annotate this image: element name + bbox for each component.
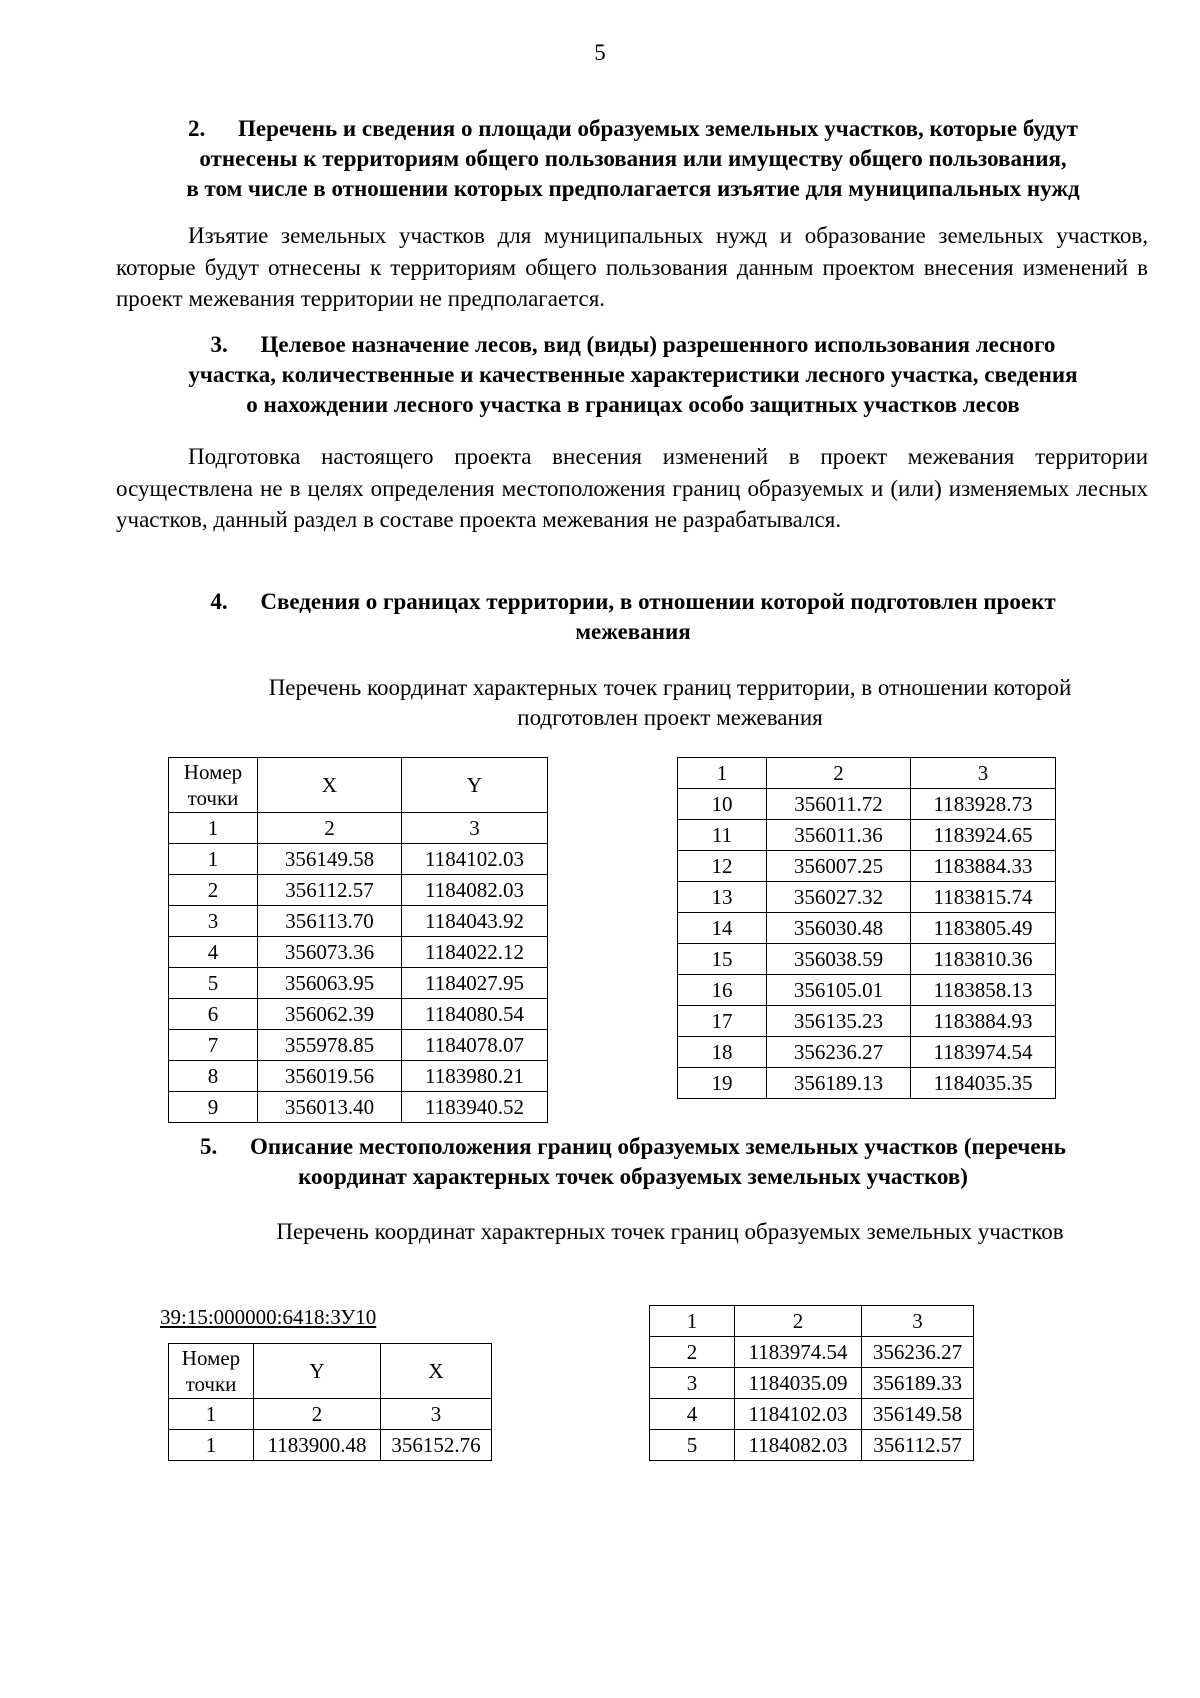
cell: 15 — [678, 944, 767, 975]
table-row — [169, 937, 548, 968]
table-row — [169, 1092, 548, 1123]
cell: 5 — [650, 1430, 735, 1461]
cell: 356013.40 — [258, 1092, 402, 1123]
cell: 356149.58 — [862, 1399, 974, 1430]
cell: 1183884.33 — [911, 851, 1056, 882]
cell: 1184035.09 — [735, 1368, 862, 1399]
header-point-number: Номер точки — [169, 758, 258, 813]
section-4-title-line: Сведения о границах территории, в отношении которой подготовлен проект — [260, 589, 1056, 614]
territory-coordinates-table-right — [677, 757, 1056, 1099]
cell: 1183924.65 — [911, 820, 1056, 851]
table-row — [169, 844, 548, 875]
col-number: 3 — [862, 1306, 974, 1337]
column-number-row — [678, 758, 1056, 789]
section-3-title-line: о нахождении лесного участка в границах особо защитных участков лесов — [246, 392, 1020, 417]
section-4-number: 4. — [210, 589, 228, 614]
section-2-title-line: отнесены к территориям общего пользования или имуществу общего пользования, — [199, 146, 1067, 171]
table-row — [169, 875, 548, 906]
cell: 1183884.93 — [911, 1006, 1056, 1037]
cell: 1183805.49 — [911, 913, 1056, 944]
section-5-number: 5. — [200, 1134, 218, 1159]
col-number: 1 — [650, 1306, 735, 1337]
cell: 1183900.48 — [254, 1430, 381, 1461]
cell: 356027.32 — [767, 882, 911, 913]
col-number: 3 — [911, 758, 1056, 789]
section-4-title-line: межевания — [575, 619, 691, 644]
cell: 356135.23 — [767, 1006, 911, 1037]
cell: 17 — [678, 1006, 767, 1037]
cell: 10 — [678, 789, 767, 820]
cell: 356112.57 — [258, 875, 402, 906]
cell: 14 — [678, 913, 767, 944]
caption-line: Перечень координат характерных точек границ территории, в отношении которой — [268, 675, 1072, 700]
header-x: X — [381, 1344, 492, 1399]
cell: 356236.27 — [862, 1337, 974, 1368]
section-4-caption — [190, 673, 1150, 733]
cell: 18 — [678, 1037, 767, 1068]
parcel-coordinates-table-left — [168, 1343, 492, 1461]
section-5-caption: Перечень координат характерных точек границ образуемых земельных участков — [276, 1219, 1064, 1244]
table-row — [678, 913, 1056, 944]
cell: 7 — [169, 1030, 258, 1061]
cell: 356113.70 — [258, 906, 402, 937]
header-x: X — [258, 758, 402, 813]
cell: 1184043.92 — [402, 906, 548, 937]
cell: 11 — [678, 820, 767, 851]
cell: 4 — [650, 1399, 735, 1430]
table-row — [650, 1337, 974, 1368]
cell: 1183858.13 — [911, 975, 1056, 1006]
table-row — [678, 944, 1056, 975]
table-header-row — [169, 1344, 492, 1399]
cell: 6 — [169, 999, 258, 1030]
cell: 1183980.21 — [402, 1061, 548, 1092]
col-number: 3 — [381, 1399, 492, 1430]
cell: 1184102.03 — [402, 844, 548, 875]
section-5-title-line: координат характерных точек образуемых земельных участков) — [298, 1164, 968, 1189]
cell: 1183928.73 — [911, 789, 1056, 820]
section-3-heading — [118, 330, 1148, 420]
section-5-title-line: Описание местоположения границ образуемых земельных участков (перечень — [250, 1134, 1066, 1159]
table-row — [650, 1399, 974, 1430]
cell: 1183974.54 — [735, 1337, 862, 1368]
table-row — [678, 789, 1056, 820]
cell: 355978.85 — [258, 1030, 402, 1061]
cell: 356011.36 — [767, 820, 911, 851]
column-number-row — [169, 813, 548, 844]
header-y: Y — [402, 758, 548, 813]
cell: 1 — [169, 1430, 254, 1461]
col-number: 2 — [258, 813, 402, 844]
table-row — [678, 882, 1056, 913]
table-row — [169, 1430, 492, 1461]
section-3-title-line: Целевое назначение лесов, вид (виды) разрешенного использования лесного — [260, 332, 1056, 357]
section-5-heading — [118, 1132, 1148, 1192]
cell: 2 — [169, 875, 258, 906]
col-number: 1 — [678, 758, 767, 789]
cell: 9 — [169, 1092, 258, 1123]
cell: 1183810.36 — [911, 944, 1056, 975]
cell: 356236.27 — [767, 1037, 911, 1068]
cell: 356152.76 — [381, 1430, 492, 1461]
cell: 356189.13 — [767, 1068, 911, 1099]
cell: 1183940.52 — [402, 1092, 548, 1123]
cell: 356063.95 — [258, 968, 402, 999]
section-3-number: 3. — [210, 332, 228, 357]
header-point-number: Номер точки — [169, 1344, 254, 1399]
section-2-body: Изъятие земельных участков для муниципальных нужд и образование земельных участков, которые будут отнесены к территориям общего пользования данным проектом внесения изменений в проект межевания территории не предполагается. — [116, 223, 1148, 311]
cell: 356007.25 — [767, 851, 911, 882]
table-row — [678, 1037, 1056, 1068]
section-3-body: Подготовка настоящего проекта внесения изменений в проект межевания территории осуществлена не в целях определения местоположения границ образуемых и (или) изменяемых лесных участков, данный раздел в составе проекта межевания не разрабатывался. — [116, 444, 1148, 532]
table-row — [678, 820, 1056, 851]
section-2-heading — [118, 114, 1148, 204]
table-header-row — [169, 758, 548, 813]
territory-coordinates-table-left — [168, 757, 548, 1123]
page-number: 5 — [594, 40, 606, 65]
parcel-cadastral-label: 39:15:000000:6418:ЗУ10 — [160, 1305, 377, 1329]
cell: 356189.33 — [862, 1368, 974, 1399]
table-row — [678, 1068, 1056, 1099]
table-row — [678, 975, 1056, 1006]
section-2-number: 2. — [188, 116, 206, 141]
section-3-title-line: участка, количественные и качественные характеристики лесного участка, сведения — [188, 362, 1078, 387]
column-number-row — [650, 1306, 974, 1337]
cell: 1184027.95 — [402, 968, 548, 999]
section-2-title-line: в том числе в отношении которых предполагается изъятие для муниципальных нужд — [186, 176, 1080, 201]
table-row — [678, 1006, 1056, 1037]
section-4-heading — [118, 587, 1148, 647]
cell: 1 — [169, 844, 258, 875]
col-number: 2 — [735, 1306, 862, 1337]
cell: 19 — [678, 1068, 767, 1099]
col-number: 1 — [169, 1399, 254, 1430]
cell: 356030.48 — [767, 913, 911, 944]
cell: 16 — [678, 975, 767, 1006]
cell: 1184035.35 — [911, 1068, 1056, 1099]
cell: 1183974.54 — [911, 1037, 1056, 1068]
cell: 3 — [650, 1368, 735, 1399]
cell: 13 — [678, 882, 767, 913]
table-row — [650, 1430, 974, 1461]
cell: 12 — [678, 851, 767, 882]
table-row — [169, 1030, 548, 1061]
cell: 356105.01 — [767, 975, 911, 1006]
table-row — [650, 1368, 974, 1399]
table-row — [169, 1061, 548, 1092]
cell: 356019.56 — [258, 1061, 402, 1092]
cell: 3 — [169, 906, 258, 937]
table-row — [169, 999, 548, 1030]
cell: 2 — [650, 1337, 735, 1368]
col-number: 2 — [767, 758, 911, 789]
cell: 356112.57 — [862, 1430, 974, 1461]
cell: 356038.59 — [767, 944, 911, 975]
cell: 1184102.03 — [735, 1399, 862, 1430]
cell: 1184082.03 — [402, 875, 548, 906]
cell: 1184082.03 — [735, 1430, 862, 1461]
cell: 356062.39 — [258, 999, 402, 1030]
caption-line: подготовлен проект межевания — [517, 705, 823, 730]
cell: 4 — [169, 937, 258, 968]
cell: 1184022.12 — [402, 937, 548, 968]
table-row — [169, 906, 548, 937]
table-row — [678, 851, 1056, 882]
cell: 8 — [169, 1061, 258, 1092]
header-y: Y — [254, 1344, 381, 1399]
cell: 356073.36 — [258, 937, 402, 968]
col-number: 1 — [169, 813, 258, 844]
cell: 356011.72 — [767, 789, 911, 820]
table-row — [169, 968, 548, 999]
parcel-coordinates-table-right — [649, 1305, 974, 1461]
cell: 1184078.07 — [402, 1030, 548, 1061]
col-number: 2 — [254, 1399, 381, 1430]
cell: 5 — [169, 968, 258, 999]
column-number-row — [169, 1399, 492, 1430]
cell: 356149.58 — [258, 844, 402, 875]
section-2-title-line: Перечень и сведения о площади образуемых земельных участков, которые будут — [238, 116, 1078, 141]
cell: 1184080.54 — [402, 999, 548, 1030]
cell: 1183815.74 — [911, 882, 1056, 913]
col-number: 3 — [402, 813, 548, 844]
